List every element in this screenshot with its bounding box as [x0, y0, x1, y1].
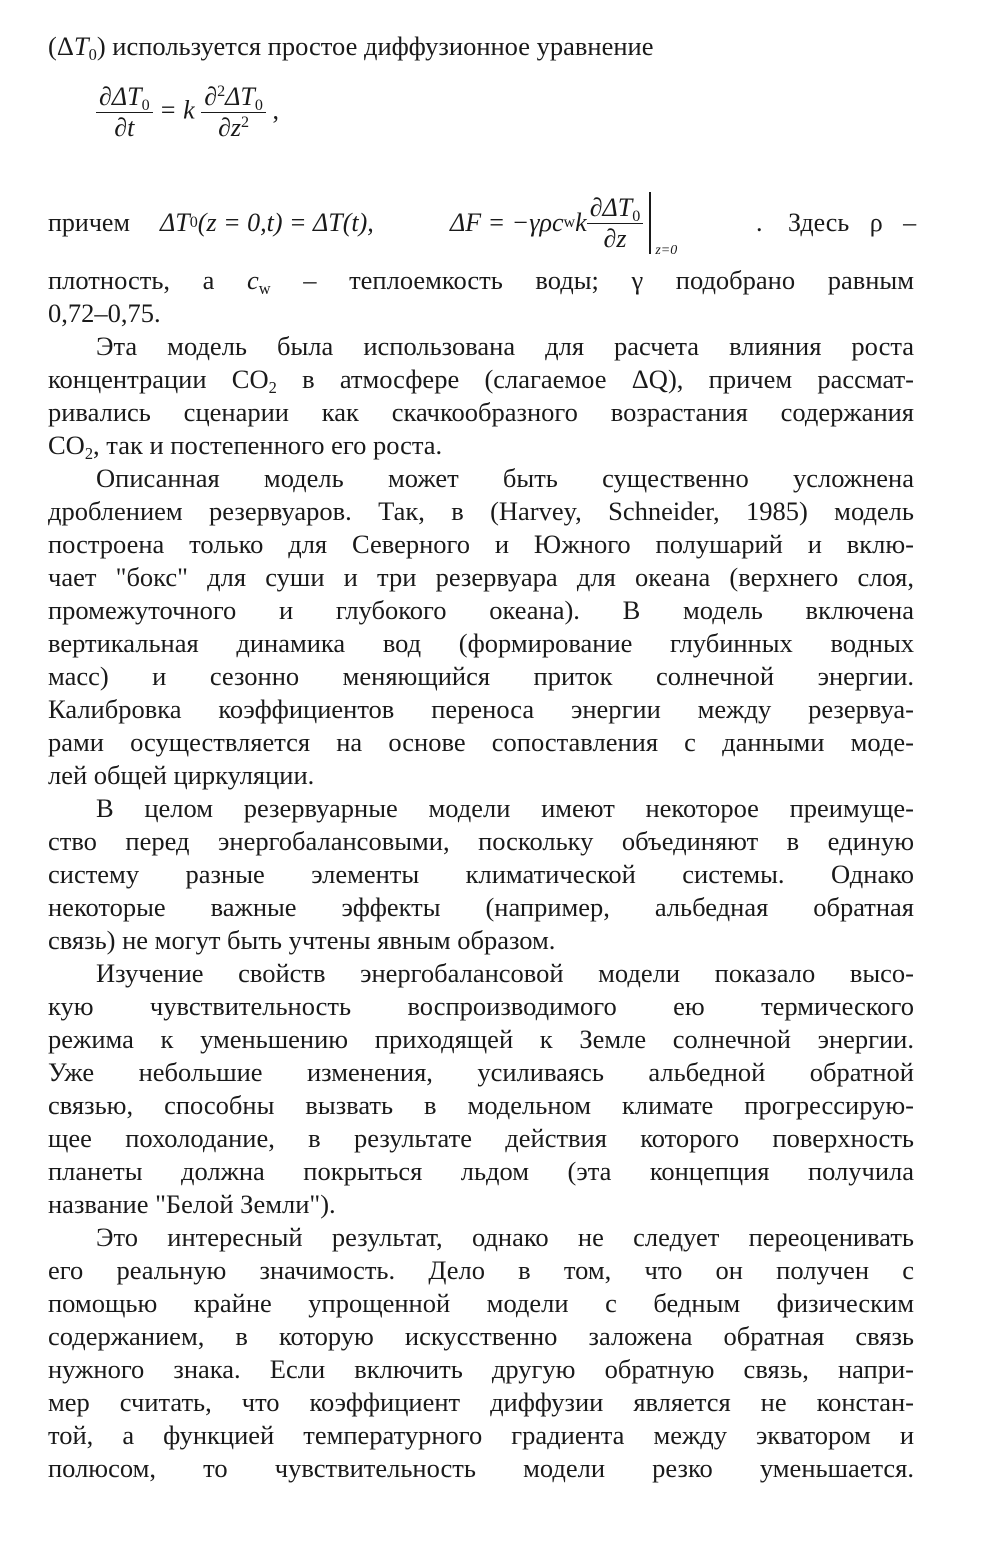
text-line: ство перед энергобалансовыми, поскольку объединяют в единую	[48, 826, 914, 856]
text-line: нужного знака. Если включить другую обратную связь, напри-	[48, 1354, 914, 1384]
text-line: построена только для Северного и Южного полушарий и вклю-	[48, 529, 914, 559]
bc-condition-2: ΔF = −γρc w k $\frac{\partial\Delta T_0}{\partial z}$ z=0	[450, 192, 678, 258]
eq1-rhs-num: ∂	[204, 82, 218, 111]
eq1-rhs-num-sub: 0	[254, 96, 263, 114]
text-line: промежуточного и глубокого океана). В модель включена	[48, 595, 914, 625]
text-line: щее похолодание, в результате действия которого поверхность	[48, 1123, 914, 1153]
text-line: Это интересный результат, однако не следует переоценивать	[96, 1222, 914, 1252]
text-line: некоторые важные эффекты (например, альбедная обратная	[48, 892, 914, 922]
text-line: дроблением резервуаров. Так, в (Harvey, Schneider, 1985) модель	[48, 496, 914, 526]
boundary-conditions-line	[48, 186, 917, 260]
text-line: $CO_2$, так и постепенного его роста.	[48, 430, 443, 462]
text-line: связь) не могут быть учтены явным образом.	[48, 925, 556, 955]
eq1-rhs-fraction	[201, 82, 266, 143]
paragraph-white-earth	[48, 957, 914, 1221]
evaluation-point: z=0	[655, 243, 678, 258]
eq1-rhs-den-sup: 2	[241, 114, 250, 132]
eq1-rhs-den: ∂z	[218, 113, 242, 142]
text-line: плотность, а $c_w$ – теплоемкость воды; γ подобрано равным	[48, 265, 914, 297]
eq1-lhs-num: ∂ΔT	[99, 82, 142, 111]
evaluation-bar	[649, 192, 651, 254]
text-line: рами осуществляется на основе сопоставления с данными моде-	[48, 727, 914, 757]
intro-sub: 0	[88, 44, 97, 63]
eq1-rhs-num-rest: ΔT	[225, 82, 255, 111]
text-line: его реальную значимость. Дело в том, что он получен с	[48, 1255, 914, 1285]
text-line: содержанием, в которую искусственно заложена обратная связь	[48, 1321, 914, 1351]
text-line: кую чувствительность воспроизводимого ею термического	[48, 991, 914, 1021]
text-line: масс) и сезонно меняющийся приток солнечной энергии.	[48, 661, 914, 691]
eq1-comma: ,	[272, 95, 279, 125]
eq1-lhs-fraction	[96, 82, 153, 143]
text-line: концентрации $CO_2$ в атмосфере (слагаемое ΔQ), причем рассмат-	[48, 364, 914, 396]
text-line: чает "бокс" для суши и три резервуара для океана (верхнего слоя,	[48, 562, 914, 592]
text-line: вертикальная динамика вод (формирование глубинных водных	[48, 628, 914, 658]
eq1-rhs-num-sup: 2	[217, 83, 226, 101]
text-line: планеты должна покрыться льдом (эта концепция получила	[48, 1156, 914, 1186]
paragraph-sensitivity	[48, 1221, 914, 1485]
text-line: Изучение свойств энергобалансовой модели показало высо-	[96, 958, 914, 988]
intro-open: (Δ	[48, 31, 74, 61]
eq1-lhs-den: ∂t	[114, 113, 135, 142]
bc-lead-word: причем	[48, 208, 130, 237]
bc-dot: .	[756, 208, 763, 237]
bc-fraction: $\frac{\partial\Delta T_0}{\partial z}$	[587, 193, 644, 254]
paragraph-reservoir-split	[48, 462, 914, 792]
eq1-lhs-num-sub: 0	[141, 96, 150, 114]
text-line: помощью крайне упрощенной модели с бедным физическим	[48, 1288, 914, 1318]
text-line: той, а функцией температурного градиента между экватором и	[48, 1420, 914, 1450]
text-line: лей общей циркуляции.	[48, 760, 315, 790]
intro-var: T	[73, 31, 89, 61]
diffusion-equation	[96, 82, 279, 143]
text-line: систему разные элементы климатической системы. Однако	[48, 859, 914, 889]
text-line: мер считать, что коэффициент диффузии является не констан-	[48, 1387, 914, 1417]
bc-trail: Здесь ρ –	[788, 208, 917, 237]
text-line: полюсом, то чувствительность модели резко уменьшается.	[48, 1453, 914, 1483]
text-line: 0,72–0,75.	[48, 298, 161, 328]
text-line: ривались сценарии как скачкообразного возрастания содержания	[48, 397, 914, 427]
eq1-equals-k: = k	[159, 95, 195, 125]
body-text	[48, 264, 914, 1485]
bc-condition-1: ΔT 0 (z = 0,t) = ΔT(t),	[160, 208, 374, 237]
intro-text: ) используется простое диффузионное уравнение	[96, 31, 654, 61]
text-line: В целом резервуарные модели имеют некоторое преимуще-	[96, 793, 914, 823]
paragraph-co2-scenarios	[48, 330, 914, 462]
text-line: режима к уменьшению приходящей к Земле солнечной энергии.	[48, 1024, 914, 1054]
text-line: название "Белой Земли").	[48, 1189, 336, 1219]
text-line: Описанная модель может быть существенно усложнена	[96, 463, 914, 493]
intro-line	[48, 30, 914, 63]
text-line: Эта модель была использована для расчета влияния роста	[96, 331, 914, 361]
text-line: Калибровка коэффициентов переноса энергии между резервуа-	[48, 694, 914, 724]
text-line: связью, способны вызвать в модельном климате прогрессирую-	[48, 1090, 914, 1120]
paragraph-reservoir-advantages	[48, 792, 914, 957]
text-line: Уже небольшие изменения, усиливаясь альбедной обратной	[48, 1057, 914, 1087]
